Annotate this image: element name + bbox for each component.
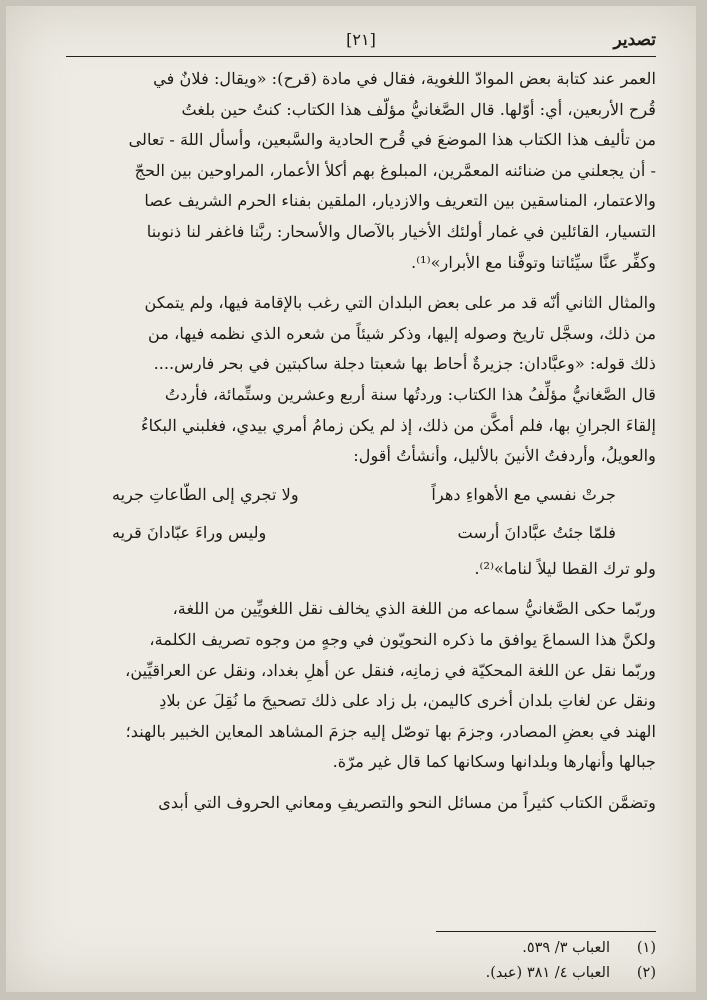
text-line: جبالها وأنهارها وبلدانها وسكانها كما قال غير مرّة. bbox=[332, 752, 656, 772]
text-line: من تأليف هذا الكتاب هذا الموضعَ في قُرح الحادية والسَّبعين، وأسأل اللهَ - تعالى bbox=[128, 130, 656, 150]
running-title: تصدير bbox=[613, 30, 656, 50]
paragraph-4 bbox=[66, 788, 656, 819]
text-line: - أن يجعلني من ضنائنه المعمَّرين، المبلوغ بهم أكلأ الأعمار، المراوحين بين الحجّ bbox=[134, 160, 656, 180]
text-line: والعويلُ، وأردفتُ الأنينَ بالأليل، وأنشأتُ أقول: bbox=[353, 446, 656, 466]
verse-first-hemistich: فلمّا جئتُ عبَّادانَ أرست bbox=[457, 522, 616, 542]
text-line: قال الصَّغانيُّ مؤلِّفُ هذا الكتاب: وردتُها سنة أربع وعشرين وستِّمائة، فأردتُ bbox=[164, 384, 656, 404]
paragraph-3 bbox=[66, 594, 656, 778]
text-line: وتضمَّن الكتاب كثيراً من مسائل النحو والتصريفِ ومعاني الحروف التي أبدى bbox=[158, 792, 656, 812]
text-line: وربّما حكى الصَّغانيُّ سماعه من اللغة الذي يخالف نقل اللغويِّين من اللغة، bbox=[172, 599, 656, 619]
text-line: ونقل عن لغاتِ بلدان أخرى كاليمن، بل زاد على ذلك تصحيحَ ما نُقِلَ عن بلادِ bbox=[159, 691, 656, 711]
text-line: من ذلك، وسجَّل تاريخ وصوله إليها، وذكر شيئاً من شعره الذي نظمه فيها، من bbox=[147, 323, 656, 343]
paragraph-2 bbox=[66, 288, 656, 472]
footnote-number: (١) bbox=[636, 940, 656, 956]
poem-verse bbox=[66, 514, 656, 552]
footnotes bbox=[66, 936, 656, 986]
footnote-text: العباب ٣/ ٥٣٩. bbox=[522, 940, 610, 956]
verse-second-hemistich: ولا تجري إلى الطّاعاتِ جريه bbox=[112, 484, 299, 504]
text-line: قُرح الأربعين، أي: أوّلها. قال الصَّغانيُّ مؤلّف هذا الكتاب: كنتُ حين بلغتُ bbox=[181, 99, 656, 119]
page-body bbox=[66, 64, 656, 818]
text-line: ذلك قوله: «وعبَّادان: جزيرةٌ أحاط بها شعبتا دجلة ساكبتين في بحر فارس.... bbox=[153, 354, 656, 374]
text-line: العمر عند كتابة بعض الموادّ اللغوية، فقال في مادة (قرح): «ويقال: فلانٌ في bbox=[153, 69, 656, 88]
text-line: وكفِّر عنَّا سيِّئاتنا وتوفَّنا مع الأبرار»⁽¹⁾. bbox=[411, 252, 656, 272]
poem-verse bbox=[66, 476, 656, 514]
footnote-rule bbox=[436, 931, 656, 932]
text-line: الهند في بعضِ المصادر، وجزمَ بها توصّل إليه جزمَ المشاهد المعاين الخبير بالهند؛ bbox=[125, 721, 656, 741]
book-page bbox=[6, 6, 696, 992]
page-number: [٢١] bbox=[346, 30, 376, 49]
poem-tail-line: ولو ترك القطا ليلاً لناما»⁽²⁾. bbox=[474, 558, 656, 578]
text-line: وربّما نقل عن اللغة المحكيّة في زمانِه، فنقل عن أهلِ بغداد، ونقل عن العراقيِّين، bbox=[125, 660, 656, 680]
verse-second-hemistich: وليس وراءَ عبّادانَ قريه bbox=[112, 522, 267, 542]
header-rule bbox=[66, 56, 656, 57]
poem bbox=[66, 476, 656, 552]
footnote bbox=[66, 961, 656, 986]
text-line: التسيار، القائلين في غمار أولئك الأخيار بالآصال والأسحار: ربَّنا فاغفر لنا ذنوبنا bbox=[146, 221, 656, 241]
text-line: إلقاءَ الجرانِ بها، فلم أمكَّن من ذلك، إذ لم يكن زمامُ أمري بيدي، فغلبني البكاءُ bbox=[141, 415, 656, 435]
text-line: والاعتمار، المناسقين بين التعريف والازديار، الملقين بفناء الحرم الشريف عصا bbox=[144, 191, 656, 211]
footnote bbox=[66, 936, 656, 961]
text-line: ولكنَّ هذا السماعَ يوافق ما ذكره النحويّون في وجهٍ من وجوه تصريف الكلمة، bbox=[149, 629, 656, 649]
verse-first-hemistich: جرتْ نفسي مع الأهواءِ دهراً bbox=[431, 484, 616, 504]
footnote-number: (٢) bbox=[636, 965, 656, 981]
paragraph-1 bbox=[66, 64, 656, 278]
running-header bbox=[66, 30, 656, 56]
footnote-text: العباب ٤/ ٣٨١ (عبد). bbox=[485, 965, 610, 981]
text-line: والمثال الثاني أنّه قد مر على بعض البلدان التي رغب بالإقامة فيها، ولم يتمكن bbox=[144, 293, 656, 313]
